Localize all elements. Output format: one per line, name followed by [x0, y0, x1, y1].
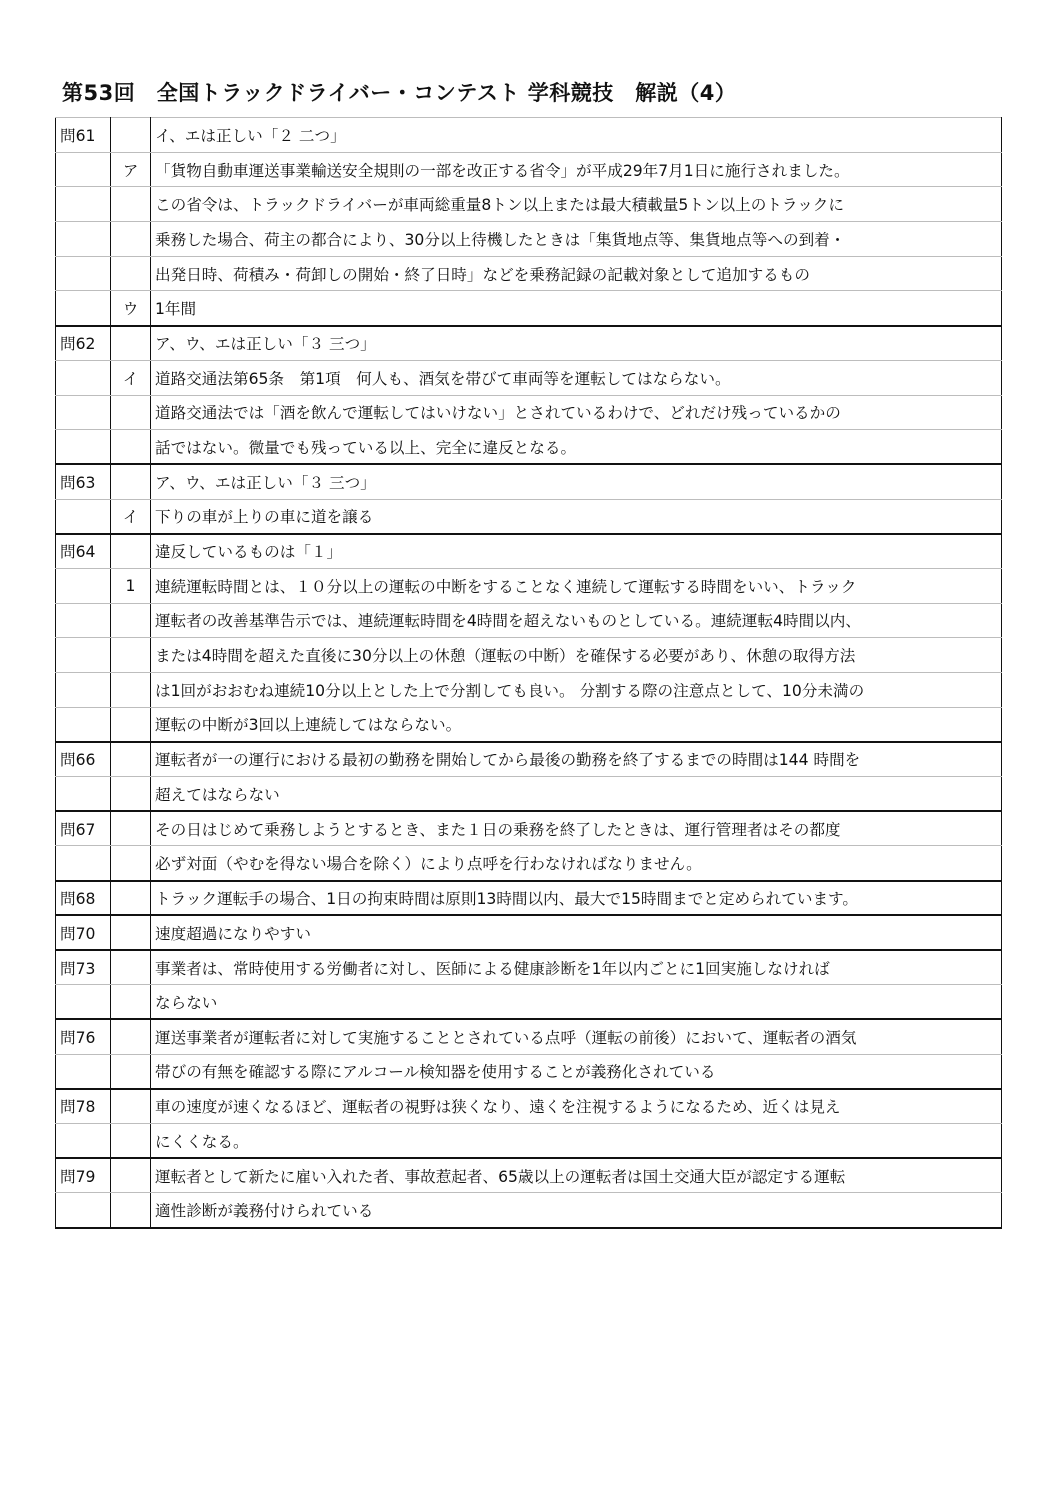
question-number-cell: 問70	[56, 915, 111, 950]
table-row	[56, 1193, 1002, 1228]
table-row	[56, 360, 1002, 395]
table-row	[56, 1158, 1002, 1193]
explanation-cell: は1回がおおむね連続10分以上とした上で分割しても良い。 分割する際の注意点として、10分未満の	[151, 673, 1002, 708]
table-row	[56, 846, 1002, 881]
table-row	[56, 187, 1002, 222]
sub-item-cell	[111, 534, 151, 569]
table-row	[56, 915, 1002, 950]
explanation-cell: ア、ウ、エは正しい「３ 三つ」	[151, 326, 1002, 361]
explanation-cell: 道路交通法では「酒を飲んで運転してはいけない」とされているわけで、どれだけ残っているかの	[151, 395, 1002, 430]
table-row	[56, 118, 1002, 153]
sub-item-cell	[111, 950, 151, 985]
sub-item-cell	[111, 742, 151, 777]
sub-item-cell	[111, 326, 151, 361]
table-row	[56, 499, 1002, 534]
sub-item-cell	[111, 846, 151, 881]
question-number-cell	[56, 1054, 111, 1089]
sub-item-cell	[111, 187, 151, 222]
explanation-cell: 1年間	[151, 291, 1002, 326]
question-number-cell	[56, 499, 111, 534]
explanation-cell: 運転者の改善基準告示では、連続運転時間を4時間を超えないものとしている。連続運転4時間以内、	[151, 603, 1002, 638]
sub-item-cell	[111, 673, 151, 708]
sub-item-cell	[111, 256, 151, 291]
explanation-cell: 運転の中断が3回以上連続してはならない。	[151, 707, 1002, 742]
sub-item-cell: ウ	[111, 291, 151, 326]
question-number-cell: 問61	[56, 118, 111, 153]
explanation-cell: トラック運転手の場合、1日の拘束時間は原則13時間以内、最大で15時間までと定められています。	[151, 881, 1002, 916]
question-number-cell: 問67	[56, 811, 111, 846]
table-row	[56, 1089, 1002, 1124]
question-number-cell	[56, 1193, 111, 1228]
table-row	[56, 1019, 1002, 1054]
explanation-cell: 速度超過になりやすい	[151, 915, 1002, 950]
table-row	[56, 1054, 1002, 1089]
sub-item-cell	[111, 1019, 151, 1054]
question-number-cell	[56, 673, 111, 708]
question-number-cell: 問68	[56, 881, 111, 916]
sub-item-cell: イ	[111, 499, 151, 534]
explanation-cell: 違反しているものは「１」	[151, 534, 1002, 569]
question-number-cell	[56, 256, 111, 291]
question-number-cell: 問64	[56, 534, 111, 569]
question-number-cell	[56, 395, 111, 430]
explanation-cell: 運転者として新たに雇い入れた者、事故惹起者、65歳以上の運転者は国土交通大臣が認定する運転	[151, 1158, 1002, 1193]
explanation-cell: または4時間を超えた直後に30分以上の休憩（運転の中断）を確保する必要があり、休憩の取得方法	[151, 638, 1002, 673]
sub-item-cell	[111, 118, 151, 153]
question-number-cell	[56, 638, 111, 673]
explanation-cell: 超えてはならない	[151, 777, 1002, 812]
table-row	[56, 811, 1002, 846]
explanation-cell: 話ではない。微量でも残っている以上、完全に違反となる。	[151, 430, 1002, 465]
table-row	[56, 985, 1002, 1020]
table-row	[56, 152, 1002, 187]
question-number-cell: 問79	[56, 1158, 111, 1193]
explanation-cell: 乗務した場合、荷主の都合により、30分以上待機したときは「集貨地点等、集貨地点等への到着・	[151, 222, 1002, 257]
table-row	[56, 707, 1002, 742]
explanation-cell: 運送事業者が運転者に対して実施することとされている点呼（運転の前後）において、運転者の酒気	[151, 1019, 1002, 1054]
question-number-cell: 問76	[56, 1019, 111, 1054]
table-row	[56, 430, 1002, 465]
explanation-cell: 適性診断が義務付けられている	[151, 1193, 1002, 1228]
question-number-cell	[56, 985, 111, 1020]
question-number-cell	[56, 187, 111, 222]
explanation-cell: イ、エは正しい「２ 二つ」	[151, 118, 1002, 153]
question-number-cell	[56, 1123, 111, 1158]
sub-item-cell: 1	[111, 568, 151, 603]
page-title: 第53回 全国トラックドライバー・コンテスト 学科競技 解説（4）	[62, 81, 737, 105]
sub-item-cell	[111, 811, 151, 846]
sub-item-cell	[111, 881, 151, 916]
question-number-cell	[56, 430, 111, 465]
explanation-cell: その日はじめて乗務しようとするとき、また１日の乗務を終了したときは、運行管理者はその都度	[151, 811, 1002, 846]
table-row	[56, 568, 1002, 603]
table-row	[56, 742, 1002, 777]
question-number-cell: 問78	[56, 1089, 111, 1124]
table-row	[56, 673, 1002, 708]
explanation-cell: 下りの車が上りの車に道を譲る	[151, 499, 1002, 534]
question-number-cell	[56, 603, 111, 638]
explanation-cell: 出発日時、荷積み・荷卸しの開始・終了日時」などを乗務記録の記載対象として追加するもの	[151, 256, 1002, 291]
sub-item-cell	[111, 1054, 151, 1089]
sub-item-cell: ア	[111, 152, 151, 187]
table-row	[56, 1123, 1002, 1158]
table-row	[56, 222, 1002, 257]
question-number-cell	[56, 152, 111, 187]
explanation-cell: ならない	[151, 985, 1002, 1020]
question-number-cell: 問66	[56, 742, 111, 777]
sub-item-cell	[111, 395, 151, 430]
explanation-cell: にくくなる。	[151, 1123, 1002, 1158]
sub-item-cell	[111, 1158, 151, 1193]
question-number-cell	[56, 222, 111, 257]
question-number-cell	[56, 291, 111, 326]
explanation-cell: 必ず対面（やむを得ない場合を除く）により点呼を行わなければなりません。	[151, 846, 1002, 881]
question-number-cell	[56, 707, 111, 742]
sub-item-cell	[111, 707, 151, 742]
table-row	[56, 881, 1002, 916]
explanation-cell: ア、ウ、エは正しい「３ 三つ」	[151, 464, 1002, 499]
explanation-cell: 運転者が一の運行における最初の勤務を開始してから最後の勤務を終了するまでの時間は144 時間を	[151, 742, 1002, 777]
question-number-cell	[56, 568, 111, 603]
table-row	[56, 464, 1002, 499]
sub-item-cell	[111, 1123, 151, 1158]
explanation-cell: 連続運転時間とは、１０分以上の運転の中断をすることなく連続して運転する時間をいい、トラック	[151, 568, 1002, 603]
table-row	[56, 326, 1002, 361]
table-row	[56, 534, 1002, 569]
explanation-cell: 帯びの有無を確認する際にアルコール検知器を使用することが義務化されている	[151, 1054, 1002, 1089]
table-row	[56, 291, 1002, 326]
question-number-cell: 問73	[56, 950, 111, 985]
question-number-cell	[56, 360, 111, 395]
sub-item-cell: イ	[111, 360, 151, 395]
explanation-cell: 車の速度が速くなるほど、運転者の視野は狭くなり、遠くを注視するようになるため、近くは見え	[151, 1089, 1002, 1124]
sub-item-cell	[111, 915, 151, 950]
explanation-cell: 事業者は、常時使用する労働者に対し、医師による健康診断を1年以内ごとに1回実施しなければ	[151, 950, 1002, 985]
sub-item-cell	[111, 1089, 151, 1124]
sub-item-cell	[111, 464, 151, 499]
question-number-cell	[56, 846, 111, 881]
question-number-cell: 問63	[56, 464, 111, 499]
explanation-cell: 道路交通法第65条 第1項 何人も、酒気を帯びて車両等を運転してはならない。	[151, 360, 1002, 395]
table-row	[56, 603, 1002, 638]
table-row	[56, 777, 1002, 812]
question-number-cell: 問62	[56, 326, 111, 361]
sub-item-cell	[111, 222, 151, 257]
table-row	[56, 395, 1002, 430]
sub-item-cell	[111, 985, 151, 1020]
explanation-cell: この省令は、トラックドライバーが車両総重量8トン以上または最大積載量5トン以上のトラックに	[151, 187, 1002, 222]
sub-item-cell	[111, 1193, 151, 1228]
table-row	[56, 638, 1002, 673]
answer-table	[55, 117, 1002, 1229]
table-row	[56, 950, 1002, 985]
sub-item-cell	[111, 430, 151, 465]
sub-item-cell	[111, 603, 151, 638]
question-number-cell	[56, 777, 111, 812]
sub-item-cell	[111, 777, 151, 812]
explanation-cell: 「貨物自動車運送事業輸送安全規則の一部を改正する省令」が平成29年7月1日に施行されました。	[151, 152, 1002, 187]
sub-item-cell	[111, 638, 151, 673]
table-row	[56, 256, 1002, 291]
answer-table-body	[56, 118, 1002, 1228]
